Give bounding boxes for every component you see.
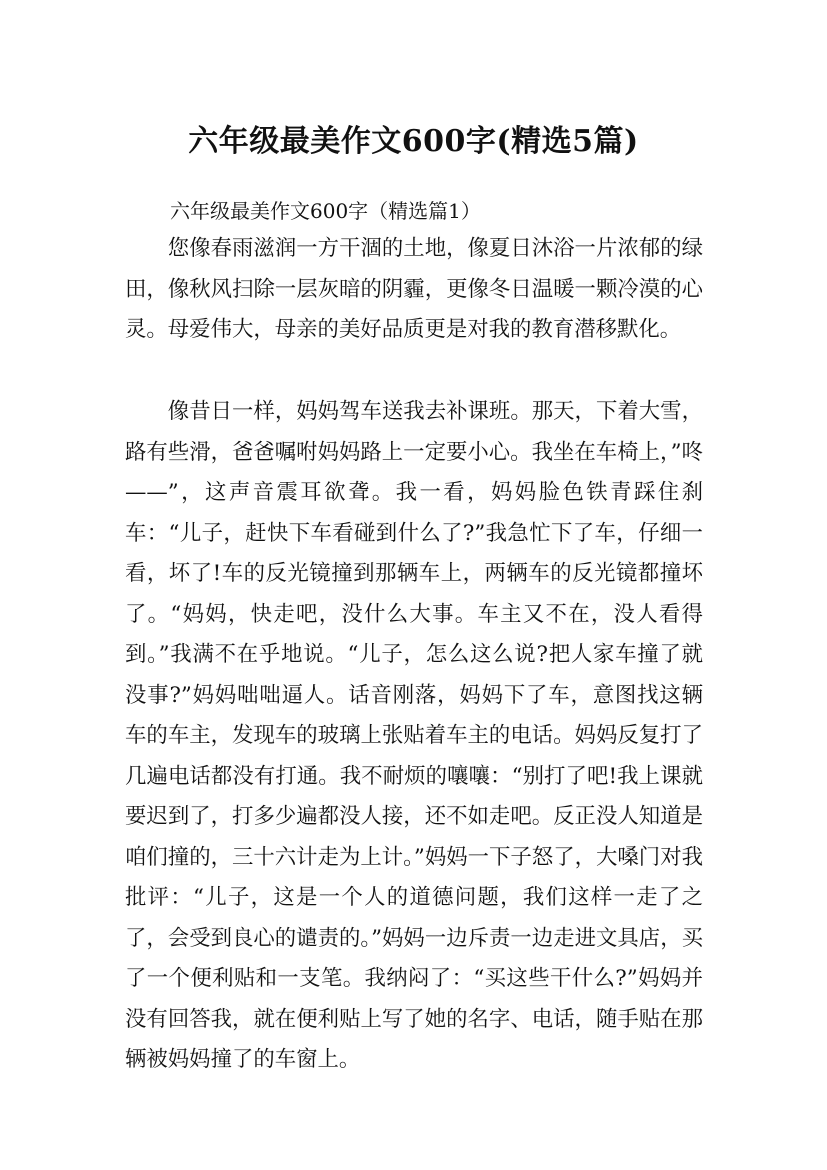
paragraph-2: 像昔日一样，妈妈驾车送我去补课班。那天，下着大雪，路有些滑，爸爸嘱咐妈妈路上一定要小心。我坐在车椅上，”咚——”，这声音震耳欲聋。我一看，妈妈脸色铁青踩住刹车：“儿子，赶快下车看碰到什么了?”我急忙下了车，仔细一看，坏了!车的反光镜撞到那辆车上，两辆车的反光镜都撞坏了。“妈妈，快走吧，没什么大事。车主又不在，没人看得到。”我满不在乎地说。“儿子，怎么这么说?把人家车撞了就没事?”妈妈咄咄逼人。话音刚落，妈妈下了车，意图找这辆车的车主，发现车的玻璃上张贴着车主的电话。妈妈反复打了几遍电话都没有打通。我不耐烦的嚷嚷：“别打了吧!我上课就要迟到了，打多少遍都没人接，还不如走吧。反正没人知道是咱们撞的，三十六计走为上计。”妈妈一下子怒了，大嗓门对我批评：“儿子，这是一个人的道德问题，我们这样一走了之了，会受到良心的谴责的。”妈妈一边斥责一边走进文具店，买了一个便利贴和一支笔。我纳闷了：“买这些干什么?”妈妈并没有回答我，就在便利贴上写了她的名字、电话，随手贴在那辆被妈妈撞了的车窗上。 xyxy=(125,399,703,1072)
document-title: 六年级最美作文600字(精选5篇) xyxy=(188,124,639,160)
paragraph-1: 您像春雨滋润一方干涸的土地，像夏日沐浴一片浓郁的绿田，像秋风扫除一层灰暗的阴霾，更像冬日温暖一颗冷漠的心灵。母爱伟大，母亲的美好品质更是对我的教育潜移默化。 xyxy=(125,236,703,342)
section-heading: 六年级最美作文600字（精选篇1） xyxy=(170,199,481,223)
